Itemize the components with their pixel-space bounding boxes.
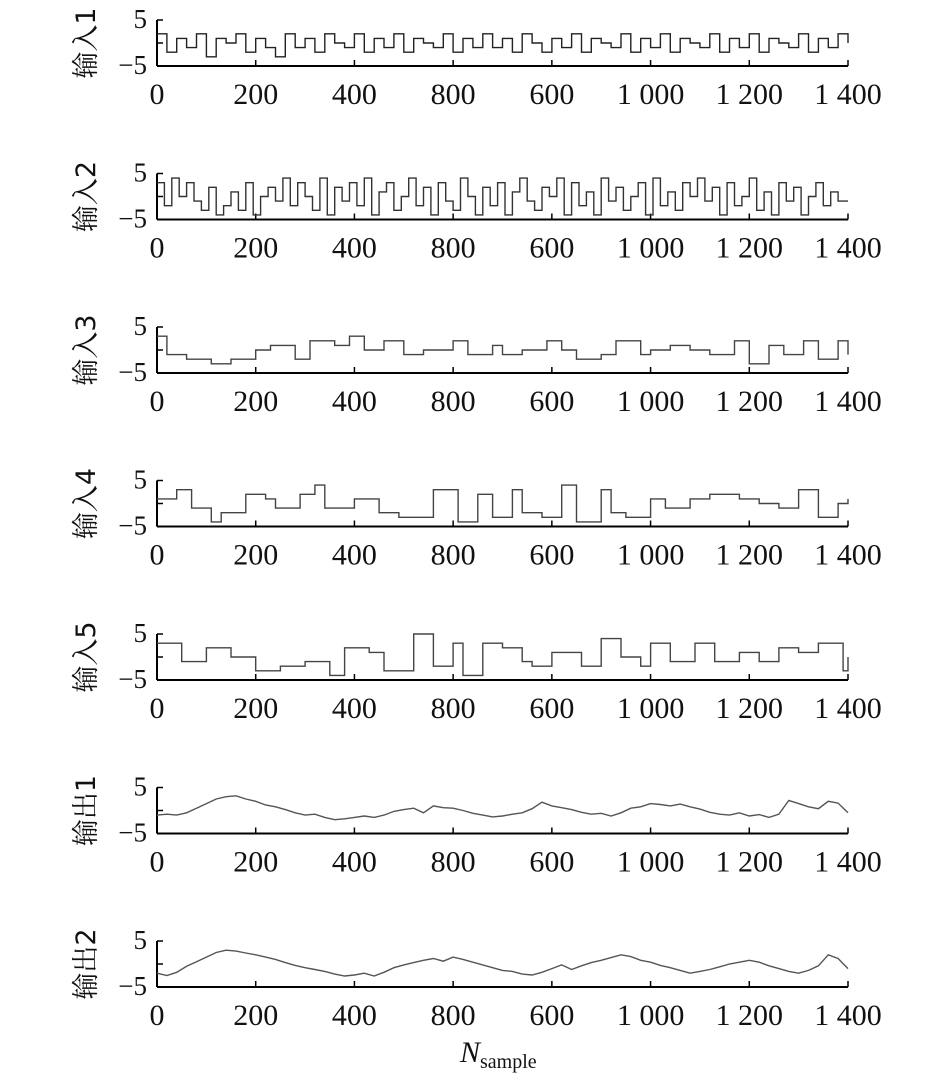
series-line — [157, 485, 848, 522]
panel-3 — [71, 311, 882, 418]
y-tick-label-top: 5 — [133, 771, 147, 802]
y-tick-label-bottom: −5 — [118, 203, 147, 234]
x-tick-label: 600 — [529, 845, 575, 879]
x-tick-label: 200 — [233, 231, 279, 265]
x-tick-label: 1 400 — [814, 692, 882, 725]
x-tick-label: 600 — [529, 692, 575, 725]
y-tick-label-bottom: −5 — [118, 971, 147, 1001]
y-tick-label-bottom: −5 — [118, 664, 147, 694]
y-tick-label-top: 5 — [133, 4, 147, 34]
x-tick-label: 0 — [149, 692, 165, 725]
panel-1 — [71, 4, 882, 111]
x-tick-label: 400 — [331, 845, 377, 879]
x-tick-label: 1 200 — [715, 692, 784, 725]
x-tick-label: 800 — [430, 538, 476, 572]
x-tick-label: 1 400 — [814, 385, 882, 418]
x-tick-label: 200 — [233, 78, 279, 111]
panel-label: 输入2 — [71, 160, 102, 233]
panel-label: 输出2 — [71, 928, 102, 1000]
x-tick-label: 1 200 — [715, 231, 784, 265]
x-tick-label: 800 — [430, 999, 476, 1032]
x-tick-label: 1 200 — [715, 845, 784, 879]
panel-label: 输入4 — [71, 467, 102, 540]
series-line — [157, 34, 848, 57]
x-tick-label: 1 000 — [616, 999, 685, 1032]
panel-label: 输入3 — [71, 314, 102, 386]
x-tick-label: 1 200 — [715, 385, 784, 418]
panel-label: 输入1 — [71, 7, 102, 79]
x-tick-label: 400 — [331, 538, 377, 572]
x-tick-label: 1 200 — [715, 999, 784, 1032]
x-tick-label: 200 — [233, 538, 279, 572]
x-tick-label: 0 — [149, 78, 165, 111]
x-tick-label: 0 — [149, 231, 165, 265]
y-tick-label-bottom: −5 — [118, 357, 147, 387]
x-tick-label: 1 000 — [616, 845, 685, 879]
x-tick-label: 1 000 — [616, 692, 685, 725]
x-tick-label: 1 400 — [814, 999, 882, 1032]
panel-label: 输出1 — [71, 774, 102, 847]
y-tick-label-top: 5 — [133, 311, 147, 341]
x-tick-label: 1 200 — [715, 78, 784, 111]
series-line — [157, 634, 848, 675]
y-tick-label-top: 5 — [133, 925, 147, 955]
x-tick-label: 200 — [233, 999, 279, 1032]
series-line — [157, 336, 848, 364]
x-tick-label: 400 — [331, 231, 377, 265]
x-tick-label: 800 — [430, 231, 476, 265]
x-axis-title-main: N — [460, 1036, 481, 1069]
x-tick-label: 400 — [331, 692, 377, 725]
x-tick-label: 800 — [430, 78, 476, 111]
x-tick-label: 0 — [149, 538, 165, 572]
panel-6 — [71, 772, 882, 879]
x-tick-label: 200 — [233, 692, 279, 725]
x-tick-label: 800 — [430, 385, 476, 418]
x-tick-label: 1 400 — [814, 78, 882, 111]
x-tick-label: 400 — [331, 385, 377, 418]
series-line — [157, 178, 848, 215]
panel-7 — [71, 925, 882, 1032]
x-tick-label: 0 — [149, 845, 165, 879]
y-tick-label-top: 5 — [133, 157, 147, 188]
x-tick-label: 1 200 — [715, 538, 784, 572]
x-tick-label: 1 400 — [814, 538, 882, 572]
panel-4 — [71, 465, 882, 572]
x-tick-label: 0 — [149, 385, 165, 418]
x-tick-label: 800 — [430, 845, 476, 879]
series-line — [157, 796, 848, 820]
y-tick-label-bottom: −5 — [118, 817, 147, 848]
x-tick-label: 600 — [529, 385, 575, 418]
x-tick-label: 1 000 — [616, 231, 685, 265]
x-tick-label: 600 — [529, 78, 575, 111]
x-tick-label: 800 — [430, 692, 476, 725]
x-tick-label: 600 — [529, 999, 575, 1032]
x-tick-label: 1 000 — [616, 78, 685, 111]
x-tick-label: 600 — [529, 538, 575, 572]
x-tick-label: 200 — [233, 845, 279, 879]
x-tick-label: 1 000 — [616, 538, 685, 572]
x-tick-label: 600 — [529, 231, 575, 265]
series-line — [157, 950, 848, 976]
y-tick-label-bottom: −5 — [118, 50, 147, 80]
x-tick-label: 400 — [331, 999, 377, 1032]
x-tick-label: 200 — [233, 385, 279, 418]
y-tick-label-top: 5 — [133, 464, 147, 495]
panel-2 — [71, 158, 882, 265]
panels — [71, 4, 882, 1032]
x-tick-label: 1 400 — [814, 231, 882, 265]
y-tick-label-bottom: −5 — [118, 510, 147, 541]
x-axis-title — [459, 1036, 537, 1073]
x-tick-label: 1 000 — [616, 385, 685, 418]
x-tick-label: 1 400 — [814, 845, 882, 879]
x-tick-label: 400 — [331, 78, 377, 111]
y-tick-label-top: 5 — [133, 618, 147, 648]
x-tick-label: 0 — [149, 999, 165, 1032]
panel-5 — [71, 618, 882, 725]
x-axis-title-sub: sample — [480, 1051, 537, 1073]
panel-label: 输入5 — [71, 621, 102, 693]
